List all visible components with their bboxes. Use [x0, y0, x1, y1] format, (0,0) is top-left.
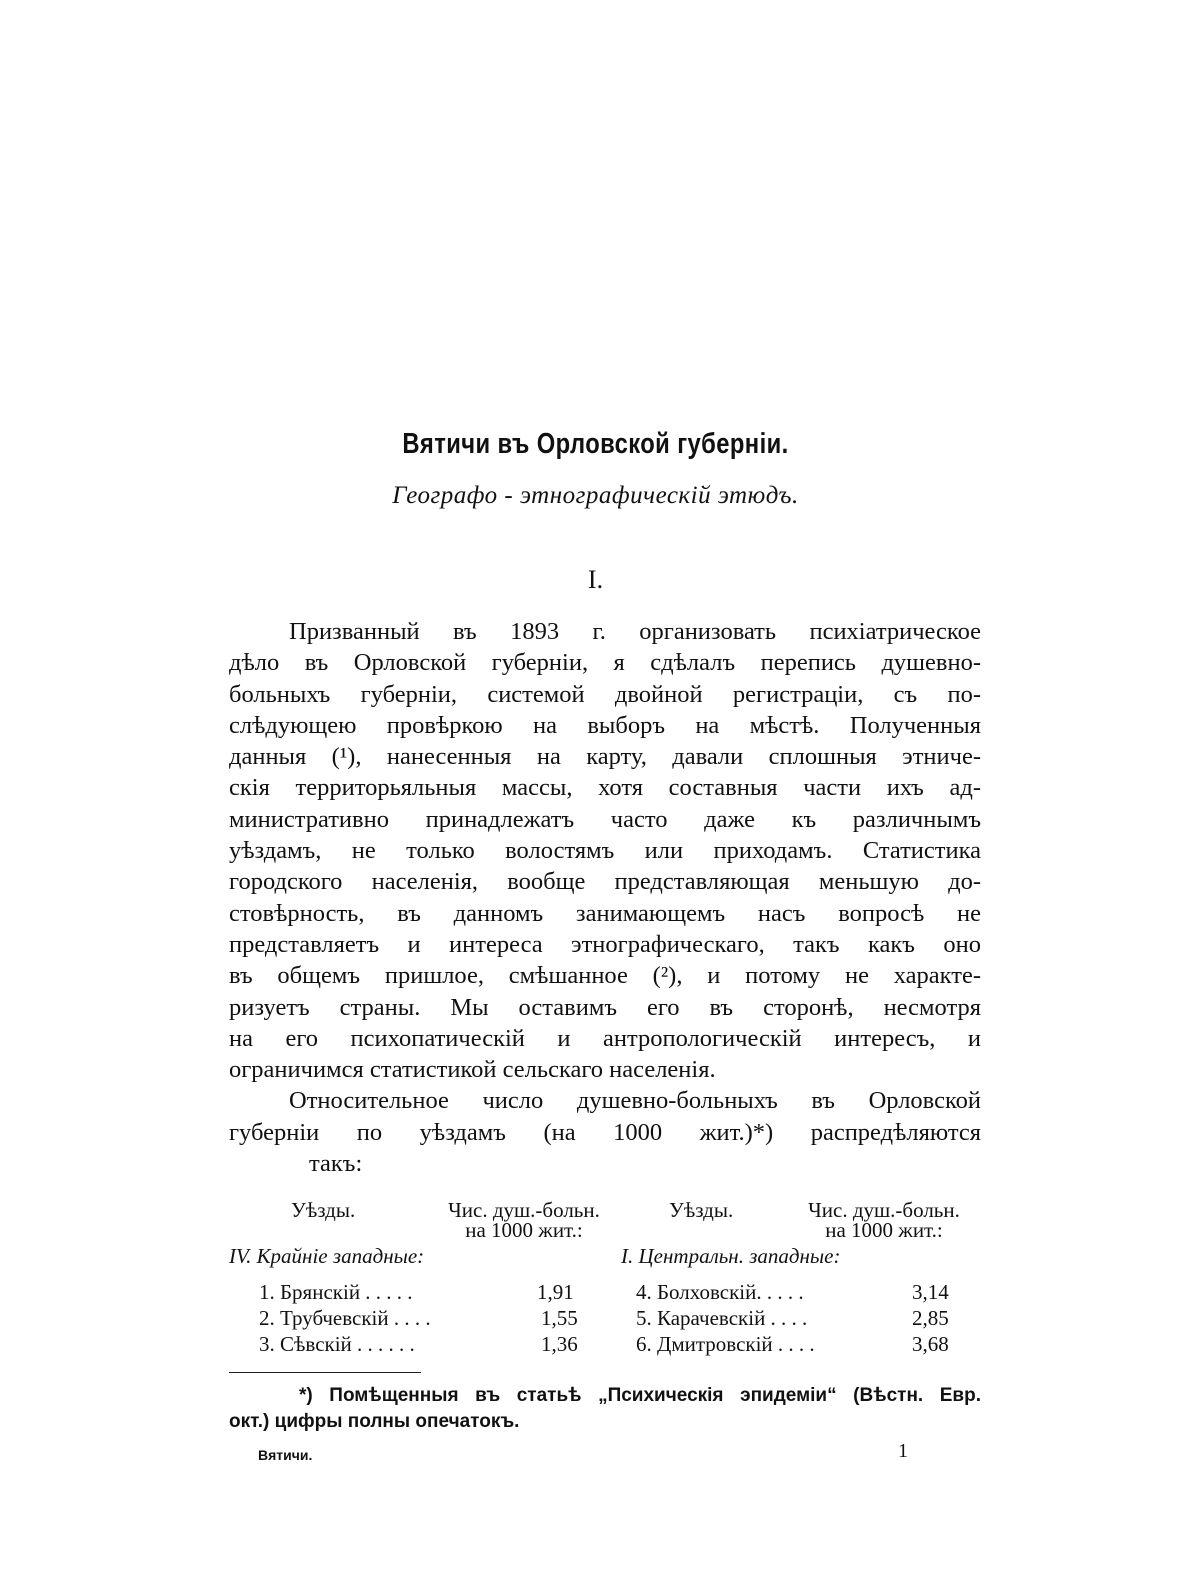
column-header-rate-line: Чис. душ.-больн. — [808, 1198, 960, 1222]
footnote-line: *) Помѣщенныя въ статьѣ „Психическія эпидеміи“ (Вѣстн. Евр. — [299, 1385, 981, 1406]
district-name: 6. Дмитровскій . . . . — [636, 1332, 815, 1356]
column-header-district: Уѣзды. — [669, 1198, 734, 1222]
column-header-rate-line: на 1000 жит.: — [465, 1218, 583, 1242]
body-line: городского населенія, вообще представляющая меньшую до- — [229, 868, 981, 896]
footnote-divider — [229, 1372, 421, 1373]
section-number: I. — [587, 565, 604, 594]
district-name: 5. Карачевскій . . . . — [636, 1306, 808, 1330]
page-number: 1 — [898, 1440, 908, 1462]
district-value: 3,14 — [912, 1280, 949, 1304]
article-subtitle: Географо - этнографическій этюдъ. — [392, 482, 799, 509]
district-name: 3. Сѣвскій . . . . . . — [259, 1332, 415, 1356]
district-value: 3,68 — [912, 1332, 949, 1356]
body-line: больныхъ губерніи, системой двойной регистраціи, съ по- — [229, 680, 981, 708]
district-name: 4. Болховскій. . . . . — [636, 1280, 804, 1304]
column-header-rate — [789, 1200, 979, 1240]
footnote — [229, 1383, 981, 1435]
district-name: 1. Брянскій . . . . . — [259, 1280, 413, 1304]
group-label: IV. Крайніе западные: — [229, 1244, 425, 1268]
body-line: ризуетъ страны. Мы оставимъ его въ сторонѣ, несмотря — [229, 993, 981, 1021]
body-text — [229, 616, 981, 1179]
body-line: данныя (¹), нанесенныя на карту, давали сплошныя этниче- — [229, 743, 981, 771]
body-line: скія территорьяльныя массы, хотя составныя части ихъ ад- — [229, 774, 981, 802]
body-line: слѣдующею провѣркою на выборъ на мѣстѣ. Полученныя — [229, 711, 981, 739]
group-label: I. Центральн. западные: — [621, 1244, 841, 1268]
column-header-rate — [429, 1200, 619, 1240]
column-header-rate-line: на 1000 жит.: — [825, 1218, 943, 1242]
district-value: 2,85 — [912, 1306, 949, 1330]
body-line: Призванный въ 1893 г. организовать психіатрическое — [289, 618, 981, 645]
footnote-line: окт.) цифры полны опечатокъ. — [229, 1411, 520, 1432]
district-value: 1,36 — [541, 1332, 578, 1356]
body-line: ограничимся статистикой сельскаго населенія. — [229, 1056, 716, 1084]
body-line: такъ: — [309, 1150, 363, 1178]
body-line: на его психопатическій и антропологическій интересъ, и — [229, 1024, 981, 1052]
body-line: министративно принадлежатъ часто даже къ различнымъ — [229, 805, 981, 833]
district-value: 1,55 — [541, 1306, 578, 1330]
body-line: уѣздамъ, не только волостямъ или приходамъ. Статистика — [229, 837, 981, 865]
body-line: Относительное число душевно-больныхъ въ Орловской — [289, 1087, 981, 1115]
body-line: дѣло въ Орловской губерніи, я сдѣлалъ перепись душевно- — [229, 649, 981, 677]
district-value: 1,91 — [537, 1280, 574, 1304]
body-line: въ общемъ пришлое, смѣшанное (²), и потому не характе- — [229, 962, 981, 990]
body-line: представляетъ и интереса этнографическаго, такъ какъ оно — [229, 930, 981, 958]
article-title: Вятичи въ Орловской губерніи. — [402, 428, 789, 460]
body-line: стовѣрность, въ данномъ занимающемъ насъ вопросѣ не — [229, 899, 981, 927]
district-name: 2. Трубчевскій . . . . — [259, 1306, 431, 1330]
body-line: губерніи по уѣздамъ (на 1000 жит.)*) распредѣляются — [229, 1118, 981, 1146]
running-footer: Вятичи. — [258, 1447, 313, 1463]
column-header-district: Уѣзды. — [291, 1198, 356, 1222]
column-header-rate-line: Чис. душ.-больн. — [448, 1198, 600, 1222]
